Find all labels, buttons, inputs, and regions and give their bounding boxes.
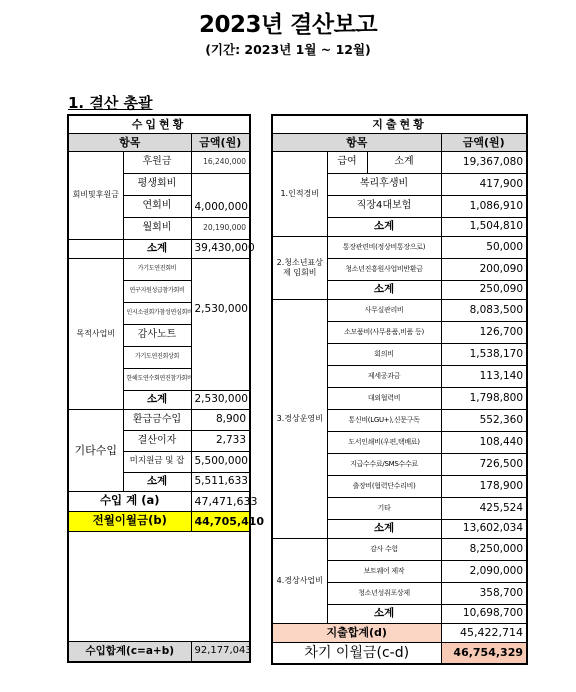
expense-amount: 108,440: [441, 431, 527, 453]
expense-item: 사무실관리비: [327, 299, 441, 321]
income-subtotal: 39,430,000: [191, 239, 250, 258]
expense-amount: 8,250,000: [441, 538, 527, 560]
expense-item: 통장관련비(정상비통장으로): [327, 236, 441, 258]
expense-item: 출장비(협력단수리비): [327, 475, 441, 497]
expense-item: 소계: [367, 151, 441, 173]
next-carryover-amount: 46,754,329: [441, 642, 527, 664]
income-col-item: 항목: [68, 133, 191, 151]
expense-col-amount: 금액(원): [441, 133, 527, 151]
income-item: 연회비: [123, 195, 191, 217]
expense-item: 청소년성취포상제: [327, 582, 441, 604]
income-item: 연구지원성급참가회비: [123, 280, 191, 302]
expense-item: 대외협력비: [327, 387, 441, 409]
expense-category-operations: 3.경상운영비: [272, 299, 327, 538]
income-item: 미지원금 및 잡: [123, 451, 191, 472]
expense-item: 감사 수험: [327, 538, 441, 560]
carryover-amount: 44,705,410: [191, 511, 250, 531]
section-heading: 1. 결산 총괄: [68, 94, 153, 112]
expense-amount: 552,360: [441, 409, 527, 431]
income-header: 수입현황: [68, 115, 250, 133]
income-item: 환급금수입: [123, 409, 191, 430]
expense-item: 소모품비(사무용품,비품 등): [327, 321, 441, 343]
blank-area: [68, 531, 250, 641]
income-amount: 2,733: [191, 430, 250, 451]
income-grand-total: 92,177,043: [191, 641, 250, 662]
expense-subtotal-label: 소계: [327, 604, 441, 623]
expense-amount: 358,700: [441, 582, 527, 604]
expense-amount: 50,000: [441, 236, 527, 258]
income-subtotal: 5,511,633: [191, 472, 250, 491]
expense-category-personnel: 1.인적경비: [272, 151, 327, 236]
income-item: 평생회비: [123, 173, 191, 195]
income-category-other: 기타수입: [68, 409, 123, 491]
expense-item: 지급수수료/SMS수수료: [327, 453, 441, 475]
expense-subtotal: 13,602,034: [441, 519, 527, 538]
expense-amount: 425,524: [441, 497, 527, 519]
income-amount: 8,900: [191, 409, 250, 430]
report-period: (기간: 2023년 1월 ~ 12월): [205, 42, 371, 57]
expense-item: 기타: [327, 497, 441, 519]
income-amount: 4,000,000: [191, 173, 250, 217]
income-item: 월회비: [123, 217, 191, 239]
expense-item: 급여: [327, 151, 367, 173]
expense-amount: 2,090,000: [441, 560, 527, 582]
income-item: 후원금: [123, 151, 191, 173]
income-item: 가기도연진회상회: [123, 346, 191, 368]
expense-item: 보트웨어 제작: [327, 560, 441, 582]
expense-category-projects: 4.경상사업비: [272, 538, 327, 623]
expense-subtotal: 250,090: [441, 280, 527, 299]
expense-category-youth: 2.청소년표상제 임회비: [272, 236, 327, 299]
income-amount: 2,530,000: [191, 258, 250, 390]
expense-amount: 178,900: [441, 475, 527, 497]
expense-amount: 1,538,170: [441, 343, 527, 365]
expense-subtotal-label: 소계: [327, 217, 441, 236]
income-total: 47,471,633: [191, 491, 250, 511]
expense-amount: 8,083,500: [441, 299, 527, 321]
income-subtotal-label: 소계: [123, 239, 191, 258]
income-subtotal: 2,530,000: [191, 390, 250, 409]
expense-subtotal-label: 소계: [327, 519, 441, 538]
expense-item: 직장4대보험: [327, 195, 441, 217]
income-amount: 20,190,000: [191, 217, 250, 239]
income-table: [67, 114, 265, 663]
expense-col-item: 항목: [272, 133, 441, 151]
expense-item: 복리후생비: [327, 173, 441, 195]
carryover-label: 전월이월금(b): [68, 511, 191, 531]
income-item: 한해도연수회연진참가회비: [123, 368, 191, 390]
expense-header: 지출현황: [272, 115, 527, 133]
expense-table: [271, 114, 528, 665]
income-item: 가기도연진회비: [123, 258, 191, 280]
income-category-fees: 회비및후원금: [68, 151, 123, 239]
expense-item: 제세공과금: [327, 365, 441, 387]
expense-item: 회의비: [327, 343, 441, 365]
income-total-label: 수입 계 (a): [68, 491, 191, 511]
spacer: [68, 239, 123, 258]
expense-amount: 1,798,800: [441, 387, 527, 409]
income-item: 결산이자: [123, 430, 191, 451]
expense-amount: 726,500: [441, 453, 527, 475]
income-col-amount: 금액(원): [191, 133, 250, 151]
expense-amount: 200,090: [441, 258, 527, 280]
expense-total-label: 지출합계(d): [272, 623, 441, 642]
expense-total: 45,422,714: [441, 623, 527, 642]
expense-amount: 126,700: [441, 321, 527, 343]
expense-amount: 113,140: [441, 365, 527, 387]
expense-subtotal: 10,698,700: [441, 604, 527, 623]
income-subtotal-label: 소계: [123, 390, 191, 409]
next-carryover-label: 차기 이월금(c-d): [272, 642, 441, 664]
expense-amount: 19,367,080: [441, 151, 527, 173]
income-grand-total-label: 수입합계(c=a+b): [68, 641, 191, 662]
income-amount: 5,500,000: [191, 451, 250, 472]
income-item: 감사노트: [123, 324, 191, 346]
income-amount: 16,240,000: [191, 151, 250, 173]
expense-item: 통신비(LGU+),신문구독: [327, 409, 441, 431]
expense-item: 도서인쇄비(우편,택배료): [327, 431, 441, 453]
income-item: 인시소권회가참성연심회비: [123, 302, 191, 324]
expense-item: 청소년진흥원사업비반환금: [327, 258, 441, 280]
expense-subtotal-label: 소계: [327, 280, 441, 299]
expense-subtotal: 1,504,810: [441, 217, 527, 236]
income-category-purpose: 목적사업비: [68, 258, 123, 409]
report-title: 2023년 결산보고: [198, 12, 378, 38]
income-subtotal-label: 소계: [123, 472, 191, 491]
expense-amount: 417,900: [441, 173, 527, 195]
expense-amount: 1,086,910: [441, 195, 527, 217]
